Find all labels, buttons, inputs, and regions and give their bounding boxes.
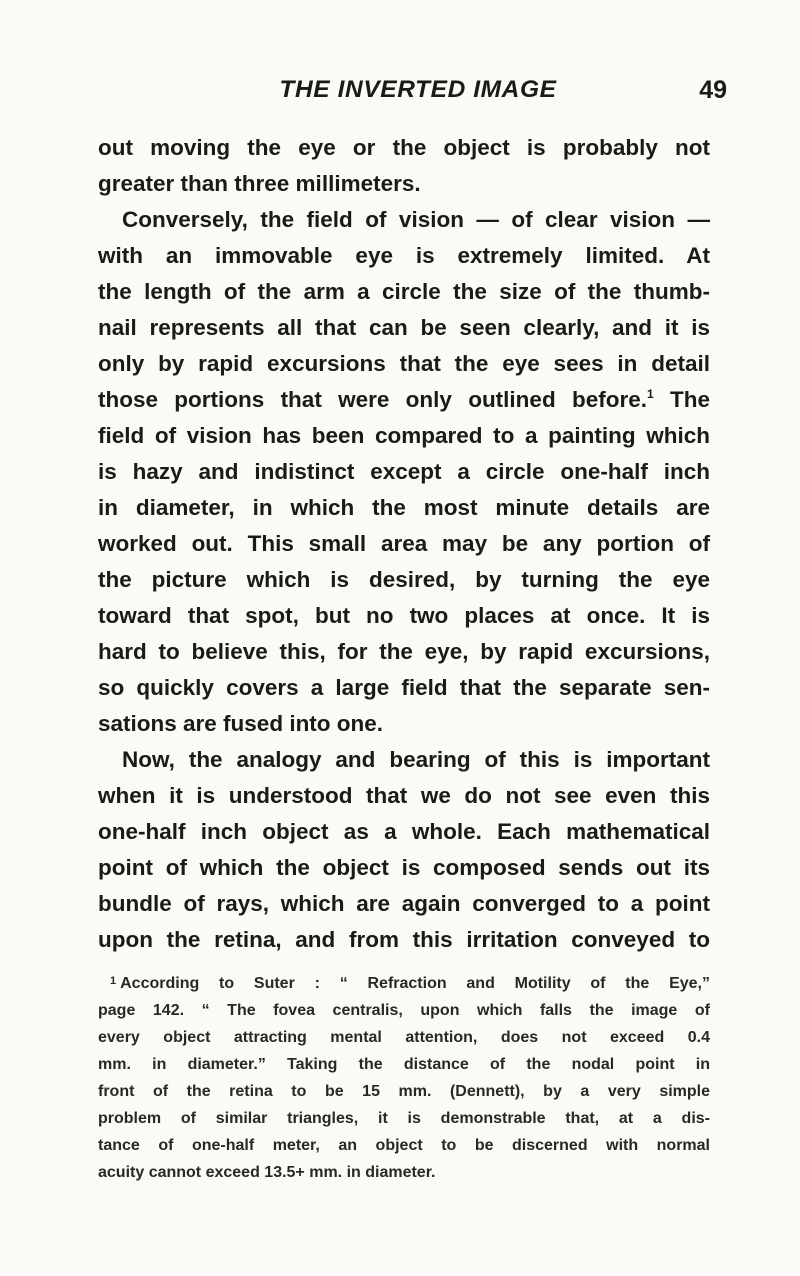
footnote-marker: 1: [110, 975, 117, 987]
footnote-line: tance of one-half meter, an object to be discerned with normal: [98, 1137, 710, 1154]
footnote-reference: 1: [646, 387, 654, 401]
body-line: Conversely, the field of vision — of clear vision —: [122, 207, 710, 232]
body-line: is hazy and indistinct except a circle one-half inch: [98, 459, 710, 484]
body-line: only by rapid excursions that the eye sees in detail: [98, 351, 710, 376]
body-line: nail represents all that can be seen clearly, and it is: [98, 315, 710, 340]
footnote-line: [110, 976, 710, 992]
body-line: when it is understood that we do not see even this: [98, 783, 710, 808]
body-line: upon the retina, and from this irritation conveyed to: [98, 927, 710, 952]
body-line: field of vision has been compared to a painting which: [98, 423, 710, 448]
footnote-line: acuity cannot exceed 13.5+ mm. in diameter.: [98, 1164, 436, 1181]
body-line: bundle of rays, which are again converged to a point: [98, 891, 710, 916]
footnote-line: every object attracting mental attention, does not exceed 0.4: [98, 1029, 710, 1046]
body-line: toward that spot, but no two places at once. It is: [98, 603, 710, 628]
body-line: greater than three millimeters.: [98, 171, 421, 196]
body-line-text: The: [669, 387, 710, 412]
body-line: so quickly covers a large field that the separate sen-: [98, 675, 710, 700]
body-line-with-footnote-ref: [98, 389, 710, 412]
body-line: the length of the arm a circle the size of the thumb-: [98, 279, 710, 304]
body-line: sations are fused into one.: [98, 711, 384, 736]
footnote-line: front of the retina to be 15 mm. (Dennett), by a very simple: [98, 1083, 710, 1100]
body-line: in diameter, in which the most minute details are: [98, 495, 710, 520]
body-line: out moving the eye or the object is probably not: [98, 135, 710, 160]
body-line: Now, the analogy and bearing of this is important: [122, 747, 710, 772]
body-line-text: those portions that were only outlined before.: [98, 387, 647, 412]
body-line: the picture which is desired, by turning the eye: [98, 567, 710, 592]
body-line: worked out. This small area may be any portion of: [98, 531, 710, 556]
body-line: one-half inch object as a whole. Each mathematical: [98, 819, 710, 844]
body-line: point of which the object is composed sends out its: [98, 855, 710, 880]
page-number: 49: [699, 76, 727, 104]
footnote-line: page 142. “ The fovea centralis, upon which falls the image of: [98, 1002, 710, 1019]
body-line: hard to believe this, for the eye, by rapid excursions,: [98, 639, 710, 664]
running-head-title: THE INVERTED IMAGE: [279, 76, 557, 103]
footnote-line: problem of similar triangles, it is demonstrable that, at a dis-: [98, 1110, 710, 1127]
footnote-line: mm. in diameter.” Taking the distance of the nodal point in: [98, 1056, 710, 1073]
body-line: with an immovable eye is extremely limited. At: [98, 243, 710, 268]
footnote-line-text: According to Suter : “ Refraction and Motility of the Eye,”: [120, 975, 710, 992]
